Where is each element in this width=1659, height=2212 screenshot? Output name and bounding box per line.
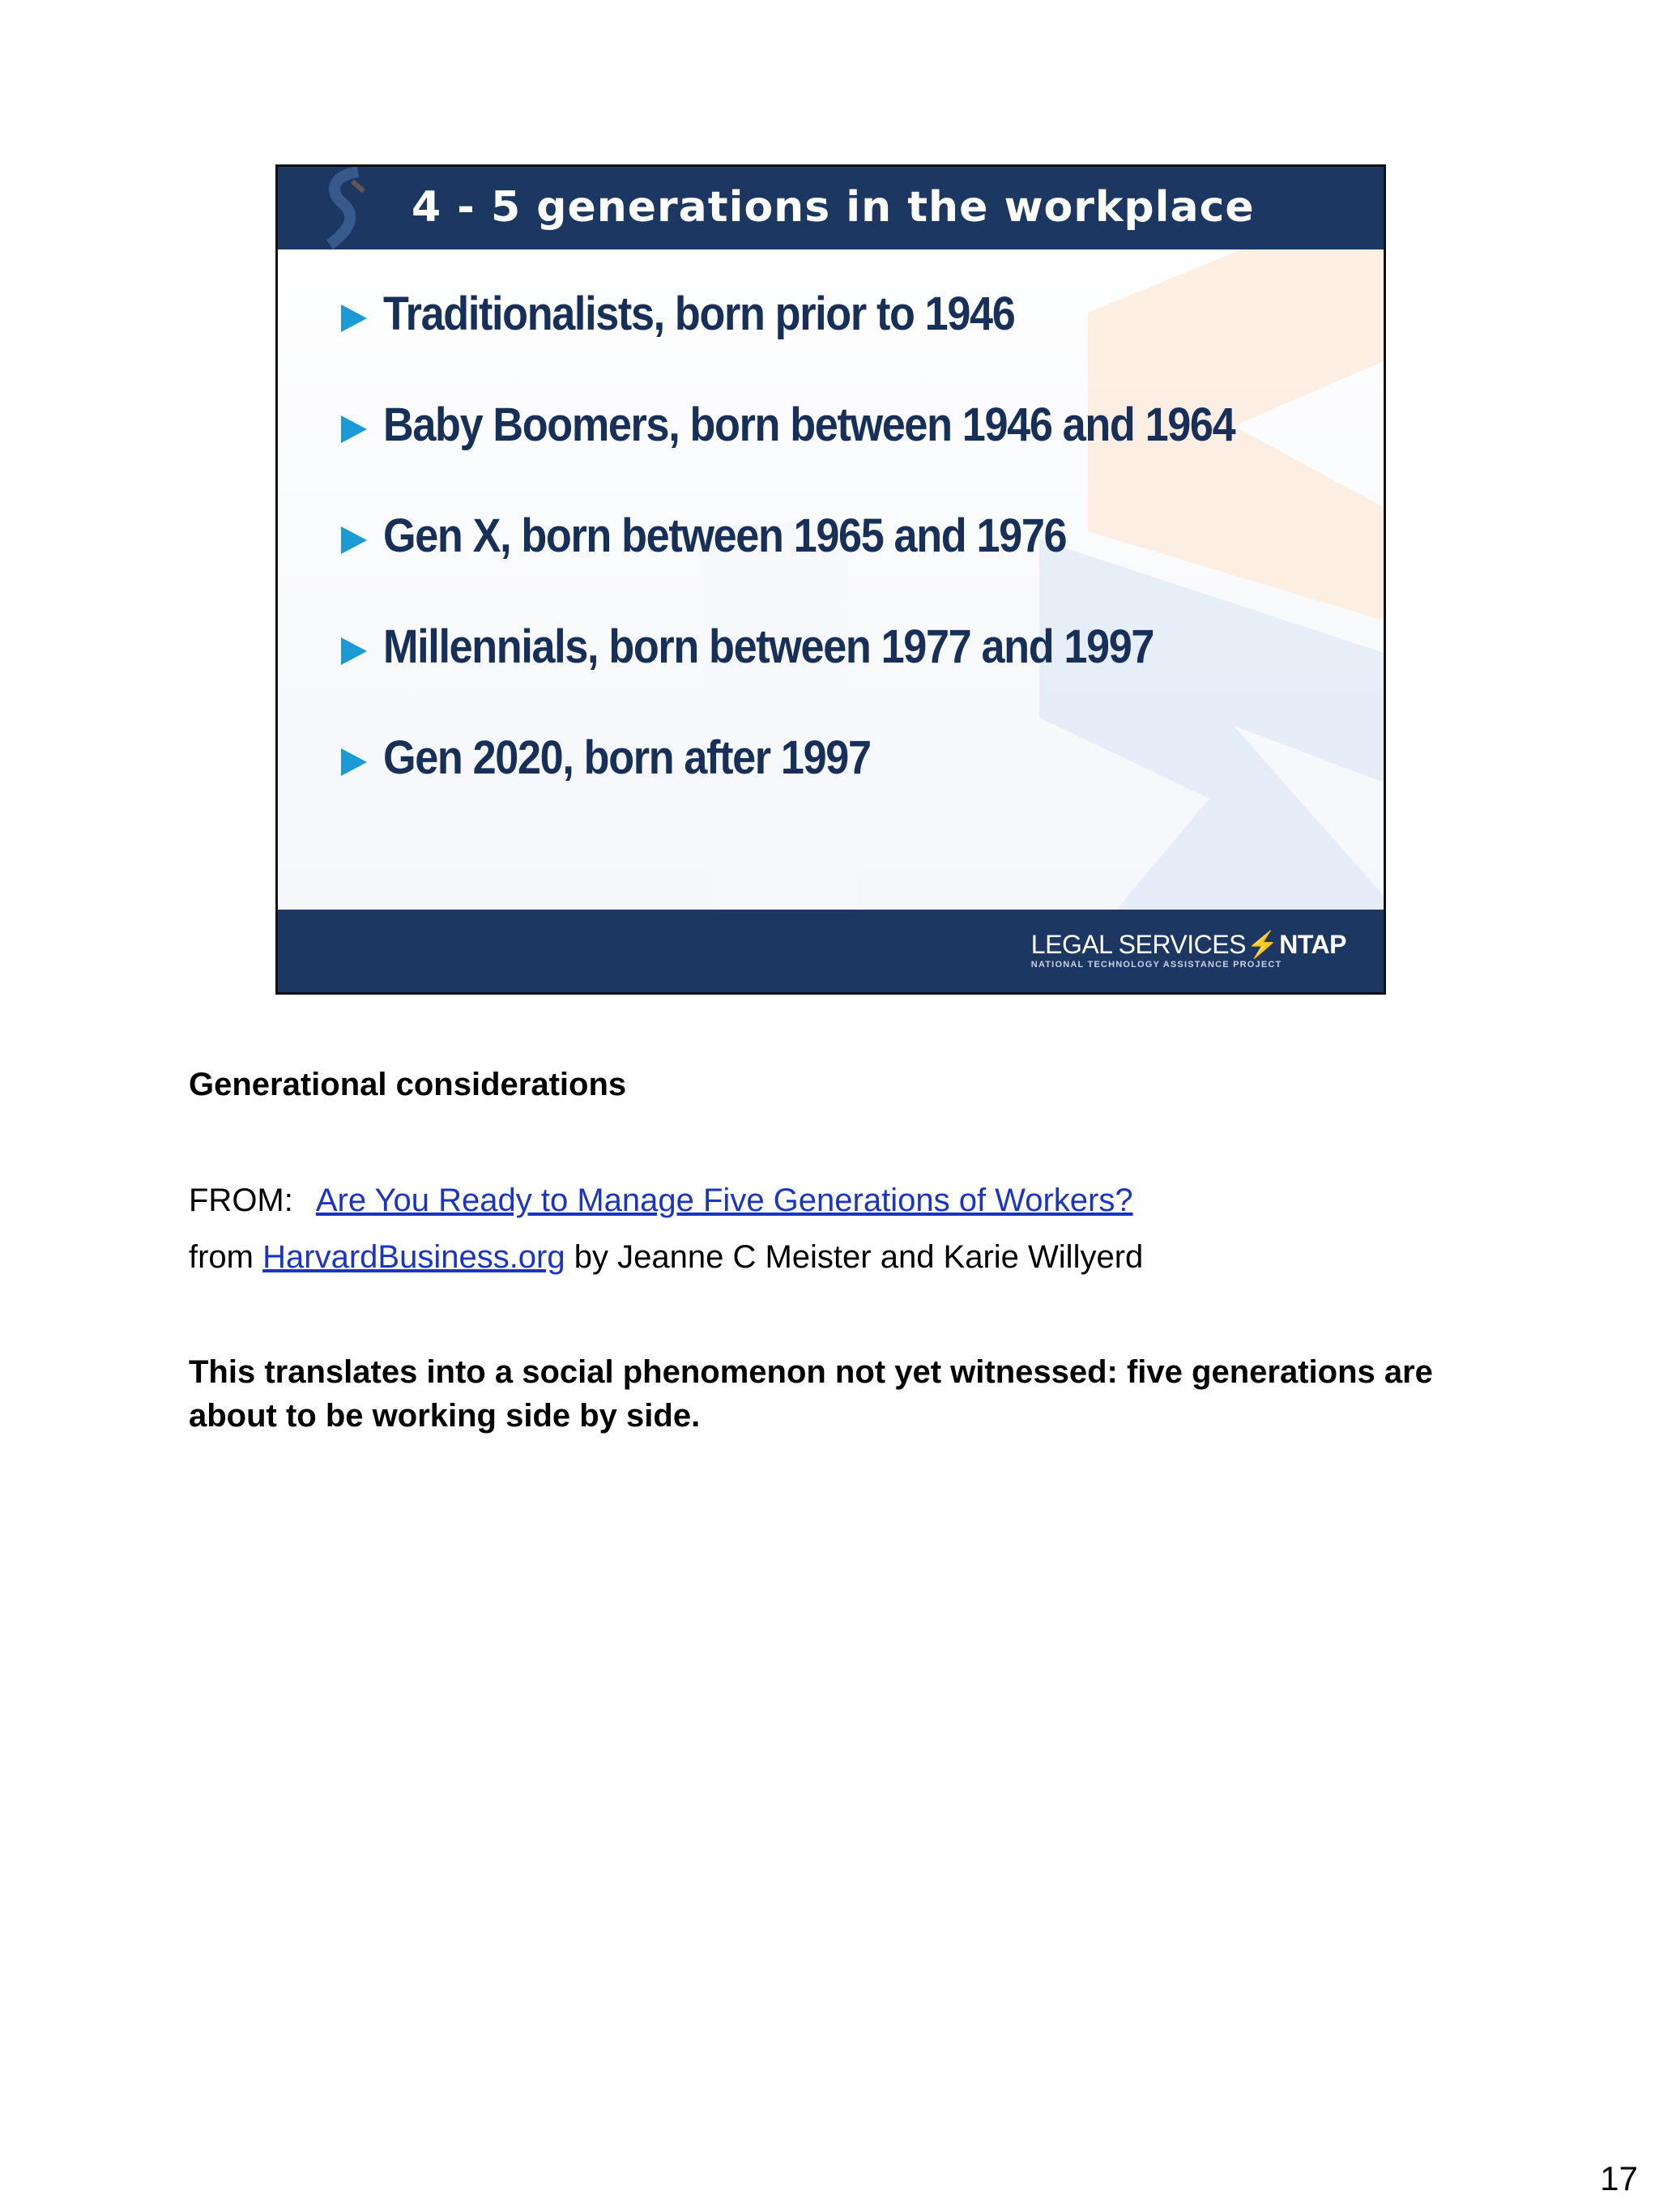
triangle-bullet-icon: [341, 637, 367, 665]
triangle-bullet-icon: [341, 416, 367, 443]
bullet-text: Traditionalists, born prior to 1946: [383, 288, 1015, 340]
bullet-text: Gen X, born between 1965 and 1976: [383, 509, 1067, 562]
source-suffix: by Jeanne C Meister and Karie Willyerd: [574, 1239, 1144, 1275]
logo-subtitle: NATIONAL TECHNOLOGY ASSISTANCE PROJECT: [1030, 960, 1282, 970]
from-label: FROM:: [189, 1183, 293, 1218]
logo-right-text: NTAP: [1279, 930, 1346, 959]
triangle-bullet-icon: [341, 305, 367, 332]
notes-source-line: [189, 1235, 1143, 1279]
article-link[interactable]: Are You Ready to Manage Five Generations of Workers?: [315, 1183, 1133, 1218]
bullet-text: Millennials, born between 1977 and 1997: [383, 620, 1154, 673]
logo-left-text: LEGAL SERVICES: [1030, 930, 1246, 959]
bullet-text: Gen 2020, born after 1997: [383, 731, 871, 784]
lightning-bolt-icon: ⚡: [1246, 930, 1279, 959]
notes-heading: Generational considerations: [189, 1067, 627, 1102]
triangle-bullet-icon: [341, 748, 367, 776]
triangle-bullet-icon: [341, 526, 367, 554]
source-link[interactable]: HarvardBusiness.org: [262, 1239, 565, 1275]
page-number: 17: [1600, 2159, 1638, 2197]
slide-header-bar: [278, 167, 1384, 249]
source-prefix: from: [189, 1239, 254, 1275]
notes-from-line: [189, 1178, 1133, 1222]
notes-quote: This translates into a social phenomenon not yet witnessed: five generations are about to be working side by side.: [189, 1354, 1433, 1434]
slide-footer-bar: [278, 910, 1384, 992]
slide-title: 4 - 5 generations in the workplace: [412, 183, 1255, 232]
bullet-text: Baby Boomers, born between 1946 and 1964: [383, 399, 1235, 451]
logo-wordmark: [1031, 931, 1346, 958]
s-logo-icon: [313, 167, 378, 249]
legal-services-ntap-logo: [1031, 931, 1346, 970]
slide-image: [275, 164, 1386, 995]
